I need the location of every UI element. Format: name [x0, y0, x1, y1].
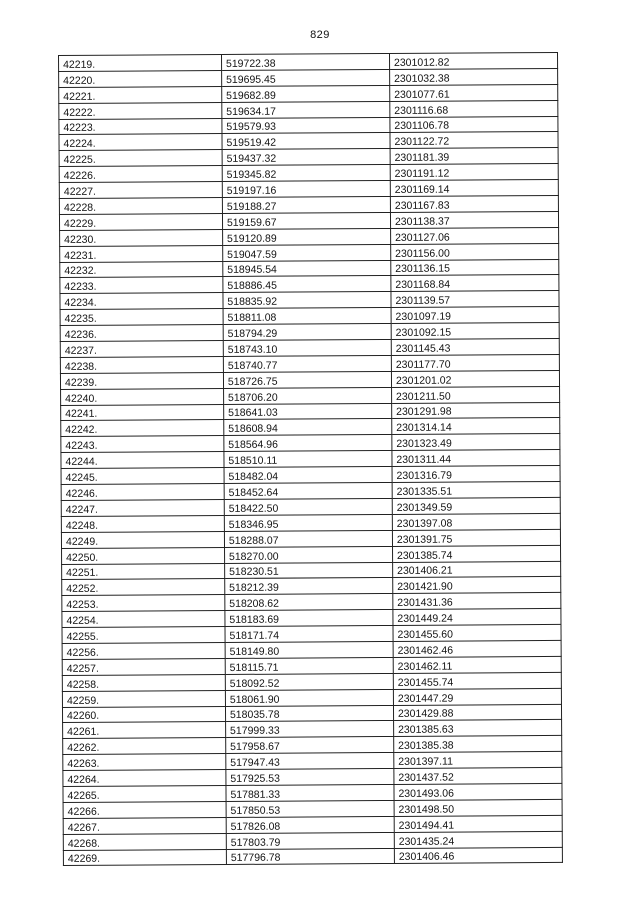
y-coordinate-cell: 2301314.14: [392, 418, 560, 435]
y-coordinate-cell: 2301462.11: [393, 656, 561, 673]
point-id-cell: 42263.: [63, 754, 226, 771]
y-coordinate-cell: 2301406.46: [394, 847, 562, 864]
point-id-cell: 42269.: [63, 849, 226, 866]
x-coordinate-cell: 518510.11: [224, 451, 392, 468]
y-coordinate-cell: 2301397.08: [392, 513, 560, 530]
x-coordinate-cell: 519722.38: [221, 53, 389, 70]
y-coordinate-cell: 2301092.15: [391, 323, 559, 340]
point-id-cell: 42239.: [60, 372, 223, 389]
x-coordinate-cell: 517958.67: [226, 737, 394, 754]
point-id-cell: 42261.: [63, 722, 226, 739]
x-coordinate-cell: 518811.08: [223, 308, 391, 325]
x-coordinate-cell: 519197.16: [222, 181, 390, 198]
x-coordinate-cell: 519579.93: [222, 117, 390, 134]
y-coordinate-cell: 2301156.00: [391, 243, 559, 260]
y-coordinate-cell: 2301122.72: [390, 132, 558, 149]
point-id-cell: 42262.: [63, 738, 226, 755]
x-coordinate-cell: 519159.67: [222, 212, 390, 229]
x-coordinate-cell: 518794.29: [223, 324, 391, 341]
point-id-cell: 42253.: [62, 595, 225, 612]
point-id-cell: 42252.: [62, 579, 225, 596]
y-coordinate-cell: 2301201.02: [391, 370, 559, 387]
x-coordinate-cell: 518288.07: [224, 530, 392, 547]
point-id-cell: 42231.: [60, 245, 223, 262]
y-coordinate-cell: 2301136.15: [391, 259, 559, 276]
point-id-cell: 42255.: [62, 627, 225, 644]
point-id-cell: 42223.: [59, 118, 222, 135]
y-coordinate-cell: 2301127.06: [390, 227, 558, 244]
point-id-cell: 42233.: [60, 277, 223, 294]
x-coordinate-cell: 517925.53: [226, 769, 394, 786]
x-coordinate-cell: 519682.89: [222, 85, 390, 102]
point-id-cell: 42251.: [62, 563, 225, 580]
y-coordinate-cell: 2301145.43: [391, 338, 559, 355]
point-id-cell: 42265.: [63, 785, 226, 802]
x-coordinate-cell: 517999.33: [225, 721, 393, 738]
y-coordinate-cell: 2301169.14: [390, 180, 558, 197]
x-coordinate-cell: 519047.59: [223, 244, 391, 261]
point-id-cell: 42229.: [59, 213, 222, 230]
point-id-cell: 42225.: [59, 150, 222, 167]
x-coordinate-cell: 518564.96: [224, 435, 392, 452]
x-coordinate-cell: 518149.80: [225, 641, 393, 658]
x-coordinate-cell: 518835.92: [223, 292, 391, 309]
point-id-cell: 42242.: [61, 420, 224, 437]
y-coordinate-cell: 2301291.98: [392, 402, 560, 419]
x-coordinate-cell: 518740.77: [223, 355, 391, 372]
x-coordinate-cell: 518706.20: [223, 387, 391, 404]
x-coordinate-cell: 518035.78: [225, 705, 393, 722]
point-id-cell: 42224.: [59, 134, 222, 151]
point-id-cell: 42268.: [63, 833, 226, 850]
point-id-cell: 42240.: [61, 388, 224, 405]
point-id-cell: 42232.: [60, 261, 223, 278]
table-row: [63, 847, 562, 866]
y-coordinate-cell: 2301493.06: [394, 783, 562, 800]
point-id-cell: 42266.: [63, 801, 226, 818]
point-id-cell: 42264.: [63, 770, 226, 787]
x-coordinate-cell: 519519.42: [222, 133, 390, 150]
y-coordinate-cell: 2301181.39: [390, 148, 558, 165]
y-coordinate-cell: 2301139.57: [391, 291, 559, 308]
x-coordinate-cell: 519345.82: [222, 165, 390, 182]
y-coordinate-cell: 2301349.59: [392, 497, 560, 514]
y-coordinate-cell: 2301211.50: [391, 386, 559, 403]
x-coordinate-cell: 518115.71: [225, 657, 393, 674]
page-number: 829: [310, 29, 330, 41]
y-coordinate-cell: 2301435.24: [394, 831, 562, 848]
point-id-cell: 42234.: [60, 293, 223, 310]
x-coordinate-cell: 518092.52: [225, 673, 393, 690]
point-id-cell: 42267.: [63, 817, 226, 834]
x-coordinate-cell: 518482.04: [224, 467, 392, 484]
y-coordinate-cell: 2301437.52: [394, 768, 562, 785]
point-id-cell: 42243.: [61, 436, 224, 453]
x-coordinate-cell: 519120.89: [222, 228, 390, 245]
x-coordinate-cell: 518743.10: [223, 340, 391, 357]
point-id-cell: 42247.: [61, 499, 224, 516]
x-coordinate-cell: 518726.75: [223, 371, 391, 388]
point-id-cell: 42245.: [61, 468, 224, 485]
y-coordinate-cell: 2301316.79: [392, 466, 560, 483]
x-coordinate-cell: 518270.00: [224, 546, 392, 563]
point-id-cell: 42254.: [62, 611, 225, 628]
y-coordinate-cell: 2301429.88: [393, 704, 561, 721]
point-id-cell: 42256.: [62, 642, 225, 659]
point-id-cell: 42248.: [61, 515, 224, 532]
x-coordinate-cell: 518452.64: [224, 483, 392, 500]
x-coordinate-cell: 517826.08: [226, 816, 394, 833]
point-id-cell: 42260.: [62, 706, 225, 723]
x-coordinate-cell: 518641.03: [224, 403, 392, 420]
x-coordinate-cell: 518061.90: [225, 689, 393, 706]
point-id-cell: 42237.: [60, 341, 223, 358]
y-coordinate-cell: 2301391.75: [392, 529, 560, 546]
y-coordinate-cell: 2301032.38: [390, 68, 558, 85]
point-id-cell: 42258.: [62, 674, 225, 691]
x-coordinate-cell: 518208.62: [225, 594, 393, 611]
y-coordinate-cell: 2301385.38: [394, 736, 562, 753]
x-coordinate-cell: 518886.45: [223, 276, 391, 293]
x-coordinate-cell: 518183.69: [225, 610, 393, 627]
y-coordinate-cell: 2301311.44: [392, 450, 560, 467]
x-coordinate-cell: 517947.43: [226, 753, 394, 770]
point-id-cell: 42222.: [59, 102, 222, 119]
y-coordinate-cell: 2301323.49: [392, 434, 560, 451]
y-coordinate-cell: 2301385.74: [392, 545, 560, 562]
y-coordinate-cell: 2301167.83: [390, 195, 558, 212]
x-coordinate-cell: 518346.95: [224, 514, 392, 531]
y-coordinate-cell: 2301116.68: [390, 100, 558, 117]
point-id-cell: 42250.: [62, 547, 225, 564]
y-coordinate-cell: 2301097.19: [391, 307, 559, 324]
point-id-cell: 42228.: [59, 198, 222, 215]
x-coordinate-cell: 517796.78: [226, 848, 394, 865]
y-coordinate-cell: 2301406.21: [393, 561, 561, 578]
point-id-cell: 42236.: [60, 325, 223, 342]
y-coordinate-cell: 2301012.82: [389, 52, 557, 69]
point-id-cell: 42259.: [62, 690, 225, 707]
x-coordinate-cell: 517850.53: [226, 800, 394, 817]
x-coordinate-cell: 518230.51: [225, 562, 393, 579]
point-id-cell: 42257.: [62, 658, 225, 675]
y-coordinate-cell: 2301455.74: [393, 672, 561, 689]
point-id-cell: 42226.: [59, 166, 222, 183]
y-coordinate-cell: 2301462.46: [393, 640, 561, 657]
point-id-cell: 42219.: [59, 55, 222, 72]
point-id-cell: 42244.: [61, 452, 224, 469]
y-coordinate-cell: 2301449.24: [393, 609, 561, 626]
point-id-cell: 42221.: [59, 86, 222, 103]
point-id-cell: 42249.: [61, 531, 224, 548]
x-coordinate-cell: 518171.74: [225, 626, 393, 643]
y-coordinate-cell: 2301431.36: [393, 593, 561, 610]
point-id-cell: 42246.: [61, 484, 224, 501]
y-coordinate-cell: 2301106.78: [390, 116, 558, 133]
point-id-cell: 42241.: [61, 404, 224, 421]
y-coordinate-cell: 2301168.84: [391, 275, 559, 292]
x-coordinate-cell: 518212.39: [225, 578, 393, 595]
coordinate-table: [58, 52, 563, 866]
y-coordinate-cell: 2301397.11: [394, 752, 562, 769]
x-coordinate-cell: 518608.94: [224, 419, 392, 436]
y-coordinate-cell: 2301385.63: [393, 720, 561, 737]
x-coordinate-cell: 518945.54: [223, 260, 391, 277]
x-coordinate-cell: 518422.50: [224, 498, 392, 515]
point-id-cell: 42230.: [60, 229, 223, 246]
y-coordinate-cell: 2301138.37: [390, 211, 558, 228]
y-coordinate-cell: 2301421.90: [393, 577, 561, 594]
point-id-cell: 42238.: [60, 356, 223, 373]
x-coordinate-cell: 519695.45: [222, 69, 390, 86]
y-coordinate-cell: 2301494.41: [394, 815, 562, 832]
y-coordinate-cell: 2301335.51: [392, 481, 560, 498]
coordinate-table-body: [59, 52, 563, 865]
x-coordinate-cell: 519634.17: [222, 101, 390, 118]
x-coordinate-cell: 517803.79: [226, 832, 394, 849]
point-id-cell: 42227.: [59, 182, 222, 199]
y-coordinate-cell: 2301077.61: [390, 84, 558, 101]
x-coordinate-cell: 517881.33: [226, 784, 394, 801]
point-id-cell: 42220.: [59, 70, 222, 87]
y-coordinate-cell: 2301447.29: [393, 688, 561, 705]
y-coordinate-cell: 2301498.50: [394, 799, 562, 816]
x-coordinate-cell: 519188.27: [222, 196, 390, 213]
x-coordinate-cell: 519437.32: [222, 149, 390, 166]
y-coordinate-cell: 2301455.60: [393, 625, 561, 642]
y-coordinate-cell: 2301177.70: [391, 354, 559, 371]
point-id-cell: 42235.: [60, 309, 223, 326]
y-coordinate-cell: 2301191.12: [390, 164, 558, 181]
